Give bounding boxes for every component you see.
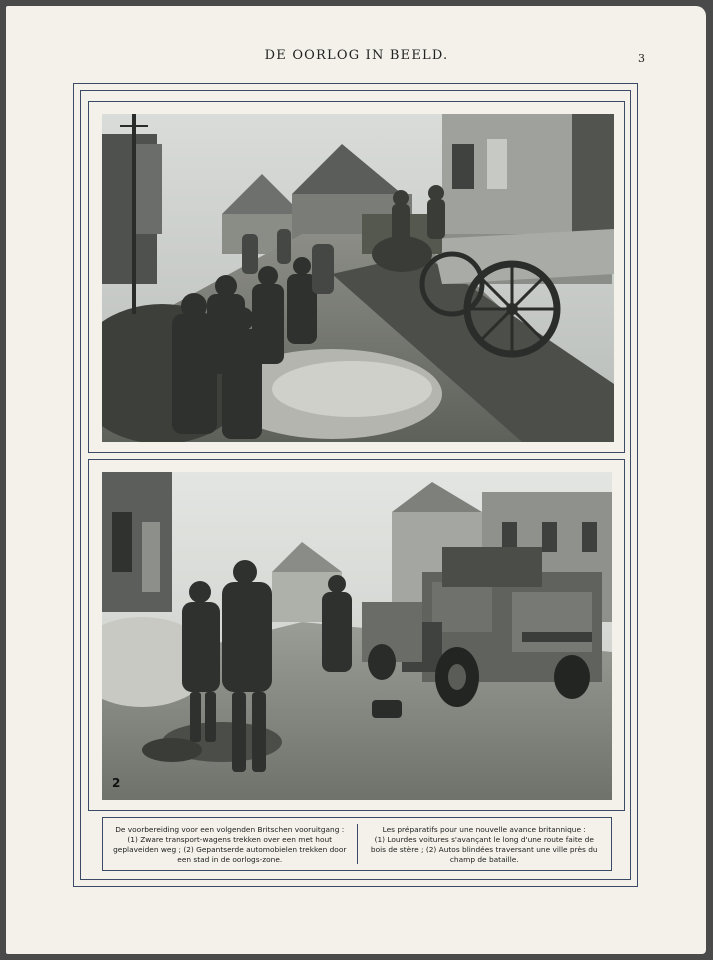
page-number: 3: [638, 52, 645, 65]
caption-french-line: champ de bataille.: [449, 855, 519, 864]
photo-number-label: 2: [112, 776, 121, 790]
caption-french-line: Les préparatifs pour une nouvelle avance britannique :: [382, 825, 586, 834]
page-title: DE OORLOG IN BEELD.: [264, 48, 449, 63]
caption-french: [358, 818, 612, 870]
caption-dutch-line: geplaveiden weg ; (2) Gepantserde automobielen trekken door: [113, 845, 347, 854]
photo-transport-wagons: [102, 114, 614, 442]
caption-french-line: bois de stère ; (2) Autos blindées traversant une ville près du: [370, 845, 598, 854]
caption-dutch: [103, 818, 357, 870]
caption-french-line: (1) Lourdes voitures s'avançant le long d'une route faite de: [374, 835, 594, 844]
photo-armoured-cars-image: [102, 472, 612, 800]
caption-dutch-line: (1) Zware transport-wagens trekken over een met hout: [127, 835, 333, 844]
photo-armoured-cars: [102, 472, 612, 800]
caption-box: [102, 817, 612, 871]
photo-transport-wagons-image: [102, 114, 614, 442]
caption-dutch-line: een stad in de oorlogs-zone.: [177, 855, 283, 864]
caption-dutch-line: De voorbereiding voor een volgenden Britschen vooruitgang :: [115, 825, 345, 834]
